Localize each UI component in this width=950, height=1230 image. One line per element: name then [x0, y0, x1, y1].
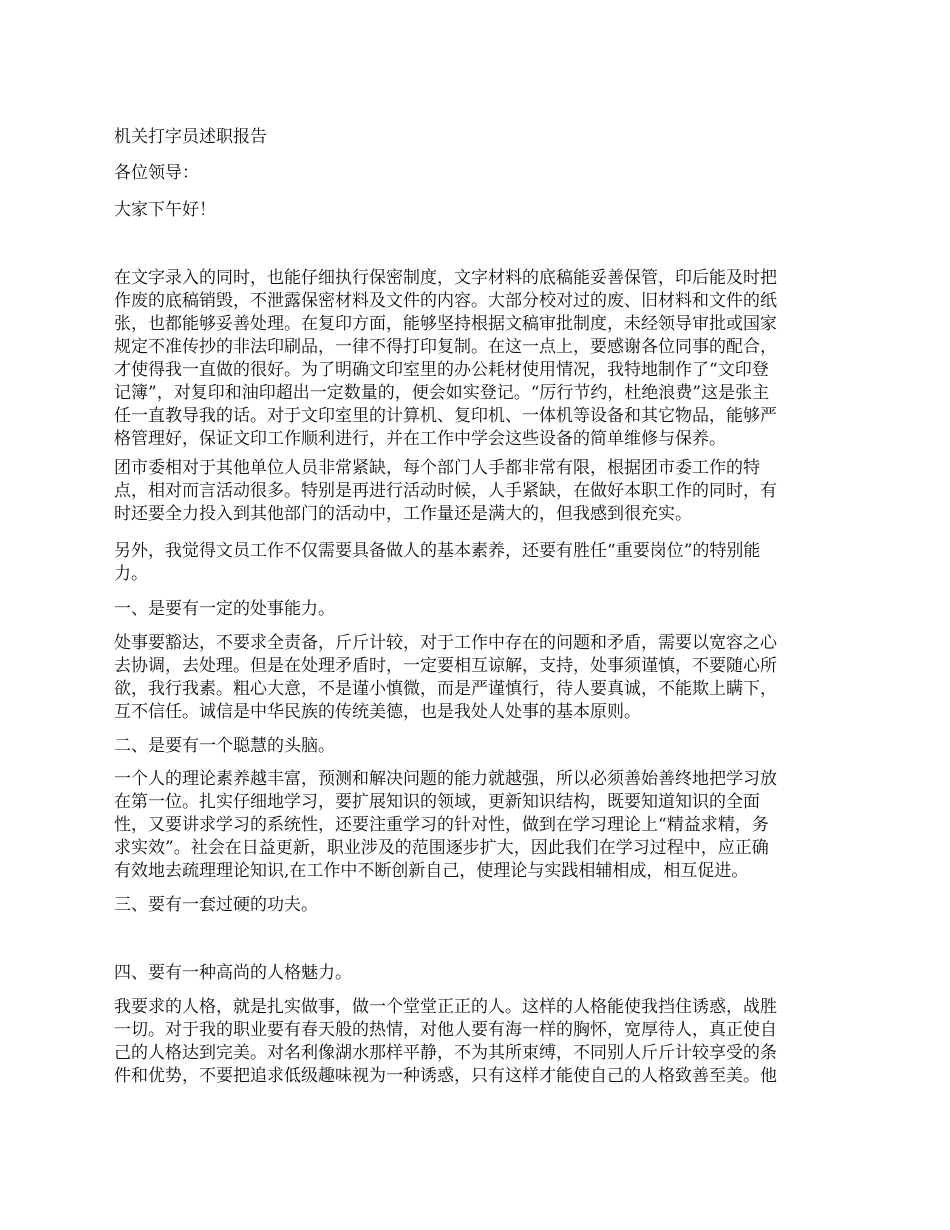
paragraph-line: 欲，我行我素。粗心大意，不是谨小慎微，而是严谨慎行，待人要真诚，不能欺上瞒下，: [114, 679, 777, 699]
paragraph-line: 互不信任。诚信是中华民族的传统美德，也是我处人处事的基本原则。: [114, 702, 641, 722]
heading-1: [114, 598, 844, 621]
paragraph-line: 一切。对于我的职业要有春天般的热情，对他人要有海一样的胸怀，宽厚待人，真正使自: [114, 1020, 777, 1040]
paragraph-line: 作废的底稿销毁，不泄露保密材料及文件的内容。大部分校对过的废、旧材料和文件的纸: [114, 291, 777, 311]
document-title: 机关打字员述职报告: [114, 127, 267, 147]
paragraph-line: 去协调，去处理。但是在处理矛盾时，一定要相互谅解，支持，处事须谨慎，不要随心所: [114, 656, 777, 676]
paragraph-line: 在文字录入的同时，也能仔细执行保密制度，文字材料的底稿能妥善保管，印后能及时把: [114, 268, 777, 288]
section-heading: 一、是要有一定的处事能力。: [114, 599, 335, 619]
greeting: 大家下午好！: [114, 200, 216, 220]
salutation: 各位领导：: [114, 163, 199, 183]
paragraph-line: 张，也都能够妥善处理。在复印方面，能够坚持根据文稿审批制度，未经领导审批或国家: [114, 314, 777, 334]
paragraph-line: 一个人的理论素养越丰富，预测和解决问题的能力就越强，所以必须善始善终地把学习放: [114, 769, 777, 789]
paragraph-line: 规定不准传抄的非法印刷品，一律不得打印复制。在这一点上，要感谢各位同事的配合，: [114, 337, 777, 357]
paragraph-line: 才使得我一直做的很好。为了明确文印室里的办公耗材使用情况，我特地制作了“文印登: [114, 360, 769, 380]
paragraph-line: 力。: [114, 564, 148, 584]
paragraph-line: 有效地去疏理理论知识,在工作中不断创新自己，使理论与实践相辅相成，相互促进。: [114, 861, 749, 881]
paragraph-line: 另外，我觉得文员工作不仅需要具备做人的基本素养，还要有胜任“重要岗位”的特别能: [114, 541, 761, 561]
paragraph-line: 在第一位。扎实仔细地学习，要扩展知识的领域，更新知识结构，既要知道知识的全面: [114, 792, 760, 812]
paragraph-line: 点，相对而言活动很多。特别是再进行活动时候，人手紧缺，在做好本职工作的同时，有: [114, 481, 777, 501]
paragraph-line: 我要求的人格，就是扎实做事，做一个堂堂正正的人。这样的人格能使我挡住诱惑，战胜: [114, 997, 777, 1017]
paragraph-5: [114, 768, 844, 883]
paragraph-line: 任一直教导我的话。对于文印室里的计算机、复印机、一体机等设备和其它物品，能够严: [114, 406, 777, 426]
paragraph-line: 性，又要讲求学习的系统性，还要注重学习的针对性，做到在学习理论上“精益求精，务: [114, 815, 769, 835]
paragraph-line: 记簿”，对复印和油印超出一定数量的，便会如实登记。“厉行节约，杜绝浪费”这是张主: [114, 383, 770, 403]
paragraph-2: [114, 457, 844, 526]
section-heading: 二、是要有一个聪慧的头脑。: [114, 736, 335, 756]
heading-2: [114, 735, 844, 758]
section-heading: 四、要有一种高尚的人格魅力。: [114, 963, 352, 983]
heading-4: [114, 962, 844, 985]
paragraph-3: [114, 540, 844, 586]
paragraph-1: [114, 267, 844, 451]
paragraph-line: 时还要全力投入到其他部门的活动中，工作量还是满大的，但我感到很充实。: [114, 504, 692, 524]
paragraph-line: 团市委相对于其他单位人员非常紧缺，每个部门人手都非常有限，根据团市委工作的特: [114, 458, 760, 478]
paragraph-line: 求实效”。社会在日益更新，职业涉及的范围逐步扩大，因此我们在学习过程中，应正确: [114, 838, 769, 858]
paragraph-line: 格管理好，保证文印工作顺利进行，并在工作中学会这些设备的简单维修与保养。: [114, 429, 726, 449]
paragraph-line: 己的人格达到完美。对名利像湖水那样平静，不为其所束缚，不同别人斤斤计较享受的条: [114, 1043, 777, 1063]
section-heading: 三、要有一套过硬的功夫。: [114, 895, 318, 915]
paragraph-4: [114, 632, 844, 724]
paragraph-6: [114, 996, 844, 1088]
paragraph-line: 件和优势，不要把追求低级趣味视为一种诱惑，只有这样才能使自己的人格致善至美。他: [114, 1066, 777, 1086]
heading-3: [114, 894, 844, 917]
paragraph-line: 处事要豁达，不要求全责备，斤斤计较，对于工作中存在的问题和矛盾，需要以宽容之心: [114, 633, 777, 653]
